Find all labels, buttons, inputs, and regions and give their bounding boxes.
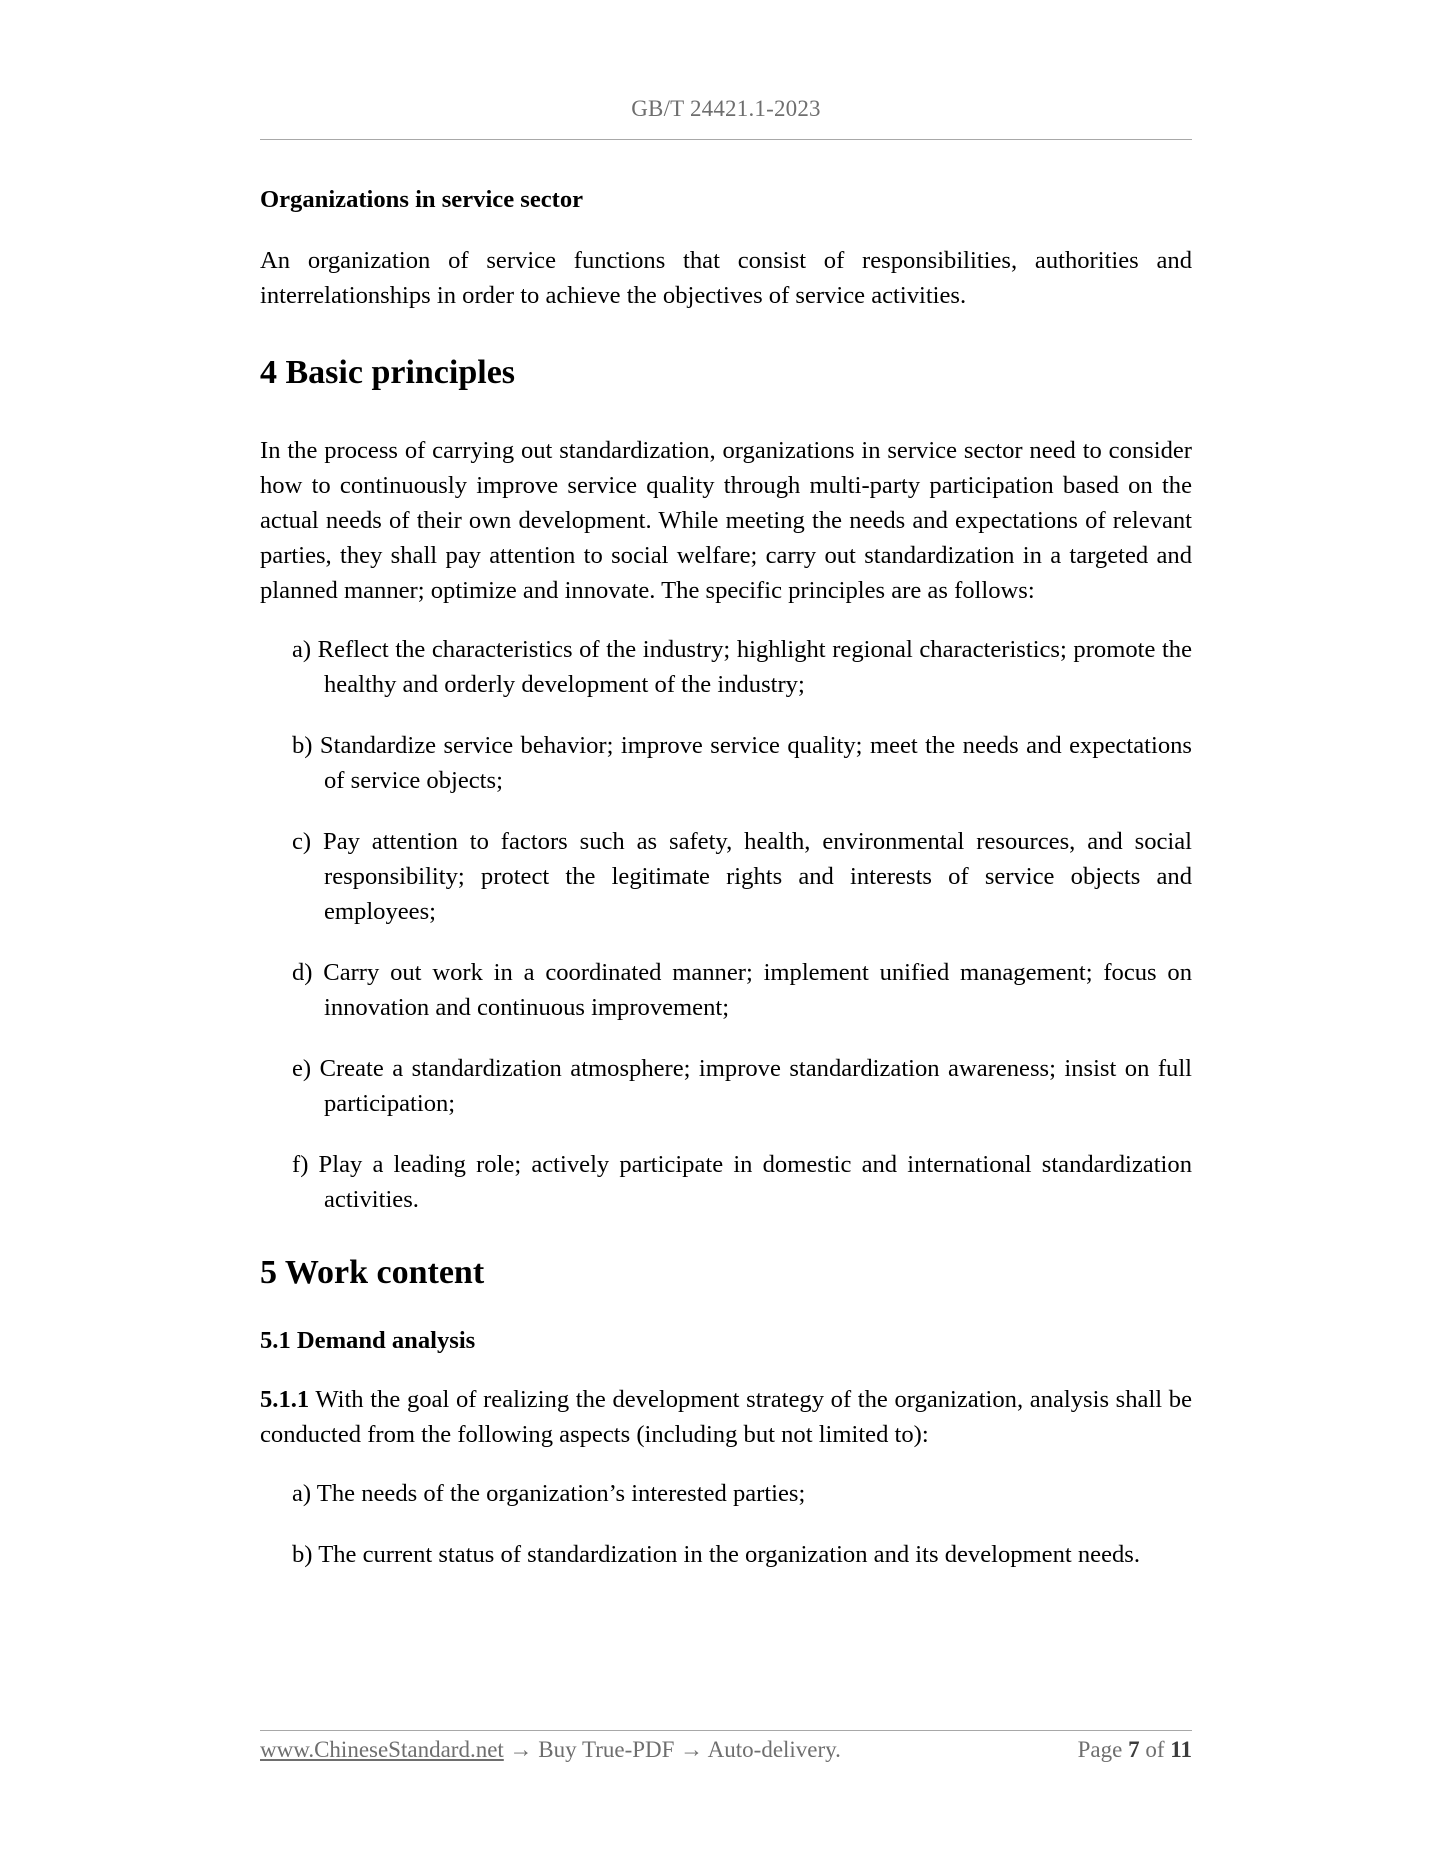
page-current: 7 [1128, 1737, 1140, 1762]
footer-promo-text: → Buy True-PDF → Auto-delivery. [503, 1737, 841, 1762]
term-title: Organizations in service sector [260, 186, 584, 213]
section-4-intro: In the process of carrying out standardization, organizations in service sector need to consider how to continuously improve service quality through multi-party participation based on the actual needs of their own development. While meeting the needs and expectations of relevant parties, they shall pay attention to social welfare; carry out standardization in a targeted and planned manner; optimize and innovate. The specific principles are as follows: [260, 437, 1192, 604]
list-item: e) Create a standardization atmosphere; improve standardization awareness; insist on full participation; [292, 1055, 1192, 1117]
page-label: Page [1077, 1737, 1123, 1762]
page-number [1078, 1735, 1192, 1765]
page-header: GB/T 24421.1-2023 [631, 96, 821, 121]
page-total: 11 [1170, 1737, 1192, 1762]
footer-promo [260, 1735, 841, 1765]
principles-list [260, 632, 1192, 1217]
list-item: d) Carry out work in a coordinated manner; implement unified management; focus on innovation and continuous improvement; [292, 959, 1192, 1021]
list-item: a) The needs of the organization’s interested parties; [292, 1480, 806, 1507]
section-5-1-heading: 5.1 Demand analysis [260, 1327, 476, 1354]
list-item: b) Standardize service behavior; improve service quality; meet the needs and expectations of service objects; [292, 732, 1192, 794]
section-5-heading: 5 Work content [260, 1254, 485, 1291]
footer-divider [260, 1730, 1192, 1731]
list-item: b) The current status of standardization in the organization and its development needs. [292, 1541, 1141, 1568]
page-of: of [1145, 1737, 1165, 1762]
list-item: c) Pay attention to factors such as safety, health, environmental resources, and social responsibility; protect the legitimate rights and interests of service objects and employees; [292, 828, 1192, 925]
header-divider [260, 139, 1192, 140]
page-content [260, 182, 1192, 1608]
list-item: f) Play a leading role; actively participate in domestic and international standardization activities. [292, 1151, 1192, 1213]
clause-number: 5.1.1 [260, 1386, 310, 1413]
website-link[interactable]: www.ChineseStandard.net [260, 1737, 504, 1762]
clause-text: With the goal of realizing the development strategy of the organization, analysis shall be conducted from the following aspects (including but not limited to): [260, 1386, 1192, 1448]
section-4-heading: 4 Basic principles [260, 354, 516, 391]
document-page [260, 0, 1192, 1870]
term-definition: An organization of service functions that consist of responsibilities, authorities and interrelationships in order to achieve the objectives of service activities. [260, 247, 1192, 309]
list-item: a) Reflect the characteristics of the industry; highlight regional characteristics; promote the healthy and orderly development of the industry; [292, 636, 1192, 698]
clause-5-1-1 [260, 1382, 1192, 1452]
demand-aspects-list [260, 1476, 1192, 1572]
